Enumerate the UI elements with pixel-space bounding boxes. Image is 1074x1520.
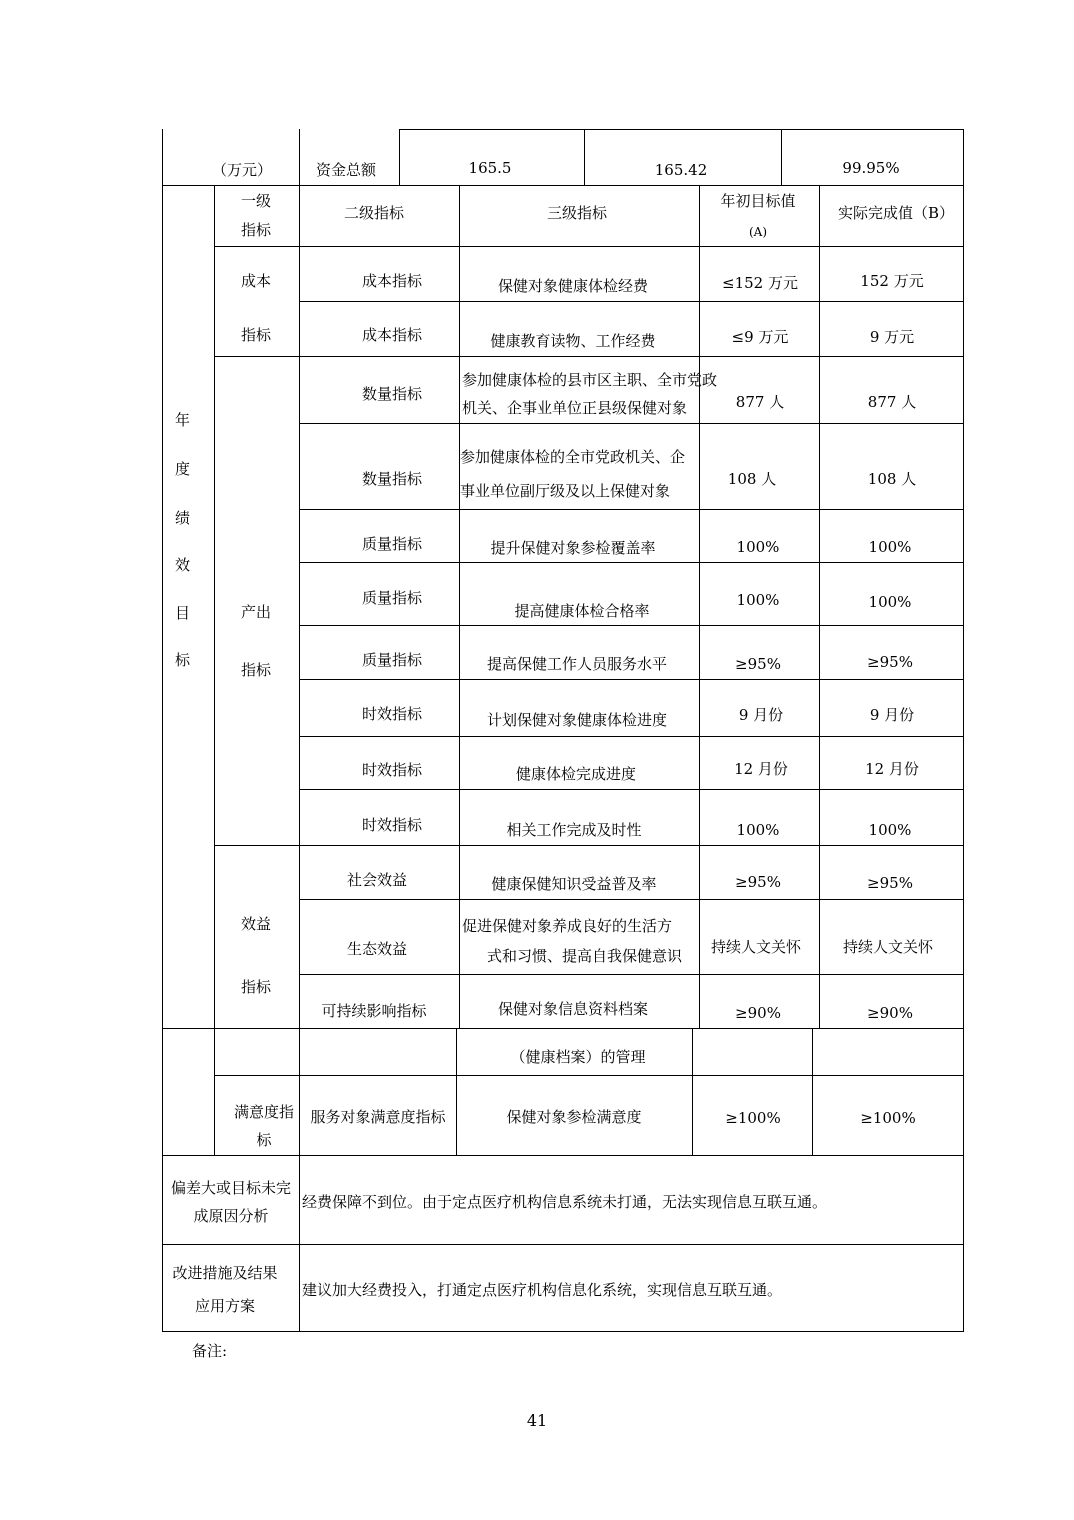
- group-cost-line2: 指标: [240, 326, 272, 344]
- l3-indicator-line1: 参加健康体检的县市区主职、全市党政: [462, 371, 718, 389]
- group-satisfaction-line1: 满意度指: [233, 1103, 295, 1121]
- l3-indicator: 保健对象参检满意度: [506, 1108, 642, 1126]
- l3-indicator: 保健对象信息资料档案: [497, 1000, 649, 1018]
- remark-label: 备注:: [192, 1342, 228, 1360]
- target-value: 100%: [736, 538, 780, 556]
- l3-indicator: 相关工作完成及时性: [506, 821, 642, 839]
- actual-value: 152 万元: [860, 272, 924, 290]
- l3-indicator: 健康教育读物、工作经费: [490, 332, 656, 350]
- l3-indicator-line2: 机关、企事业单位正县级保健对象: [462, 399, 688, 417]
- section-label-char: 度: [175, 460, 191, 478]
- actual-value: 持续人文关怀: [842, 938, 934, 956]
- l2-indicator: 质量指标: [361, 535, 423, 553]
- improvement-text: 建议加大经费投入，打通定点医疗机构信息化系统，实现信息互联互通。: [302, 1281, 783, 1299]
- l2-indicator: 数量指标: [361, 470, 423, 488]
- l3-indicator: 健康体检完成进度: [515, 765, 637, 783]
- actual-value: 877 人: [867, 393, 917, 411]
- l3-indicator-line1: 参加健康体检的全市党政机关、企: [460, 448, 686, 466]
- l3-indicator-line1: 促进保健对象养成良好的生活方: [462, 917, 673, 935]
- improvement-label-line2: 应用方案: [194, 1297, 256, 1315]
- l3-indicator: 提升保健对象参检覆盖率: [490, 539, 656, 557]
- execution-rate-value: 99.95%: [842, 159, 900, 177]
- deviation-label-line2: 成原因分析: [193, 1207, 269, 1225]
- l2-indicator: 服务对象满意度指标: [310, 1108, 446, 1126]
- l2-indicator: 成本指标: [361, 272, 423, 290]
- target-value: ≥100%: [725, 1109, 781, 1127]
- l3-indicator: 提高保健工作人员服务水平: [486, 655, 668, 673]
- l3-indicator: 提高健康体检合格率: [514, 602, 650, 620]
- section-label-char: 目: [175, 604, 191, 622]
- header-level1-line2: 指标: [240, 221, 272, 239]
- actual-executed-value: 165.42: [654, 161, 708, 179]
- section-label-char: 效: [175, 556, 191, 574]
- section-label-char: 标: [175, 651, 191, 669]
- l2-indicator: 生态效益: [346, 940, 408, 958]
- actual-value: ≥100%: [860, 1109, 916, 1127]
- l2-indicator: 时效指标: [361, 761, 423, 779]
- target-value: ≥95%: [735, 655, 781, 673]
- target-value: 9 月份: [738, 706, 784, 724]
- improvement-label-line1: 改进措施及结果: [172, 1264, 278, 1282]
- l3-indicator: 保健对象健康体检经费: [497, 277, 649, 295]
- header-target-line2: (A): [748, 225, 768, 239]
- l3-indicator-line2: 事业单位副厅级及以上保健对象: [460, 482, 671, 500]
- funding-total-label: 资金总额: [316, 161, 377, 179]
- group-output-line1: 产出: [240, 603, 272, 621]
- actual-value: 9 万元: [869, 328, 915, 346]
- target-value: ≤152 万元: [722, 274, 798, 292]
- deviation-text: 经费保障不到位。由于定点医疗机构信息系统未打通，无法实现信息互联互通。: [302, 1193, 828, 1211]
- actual-value: 100%: [868, 538, 912, 556]
- l2-indicator: 时效指标: [361, 705, 423, 723]
- actual-value: ≥95%: [867, 874, 913, 892]
- l3-indicator: 计划保健对象健康体检进度: [486, 711, 668, 729]
- annual-budget-value: 165.5: [468, 159, 512, 177]
- target-value: ≤9 万元: [731, 328, 789, 346]
- actual-value: 9 月份: [869, 706, 915, 724]
- target-value: ≥90%: [735, 1004, 781, 1022]
- actual-value: 100%: [868, 821, 912, 839]
- target-value: 12 月份: [734, 760, 788, 778]
- header-level3: 三级指标: [546, 204, 608, 222]
- target-value: 100%: [736, 591, 780, 609]
- group-benefit-line1: 效益: [240, 915, 272, 933]
- target-value: 877 人: [735, 393, 785, 411]
- group-satisfaction-line2: 标: [256, 1131, 272, 1149]
- funding-unit-label: （万元）: [212, 161, 273, 179]
- l2-indicator: 时效指标: [361, 816, 423, 834]
- section-label-char: 绩: [175, 509, 191, 527]
- section-label-char: 年: [175, 411, 191, 429]
- header-level2: 二级指标: [343, 204, 405, 222]
- l2-indicator: 数量指标: [361, 385, 423, 403]
- l2-indicator: 质量指标: [361, 589, 423, 607]
- group-benefit-line2: 指标: [240, 978, 272, 996]
- header-actual: 实际完成值（B）: [837, 204, 955, 222]
- target-value: 100%: [736, 821, 780, 839]
- target-value: 持续人文关怀: [710, 938, 802, 956]
- actual-value: ≥95%: [867, 653, 913, 671]
- l3-indicator: 健康保健知识受益普及率: [491, 875, 657, 893]
- header-level1-line1: 一级: [240, 192, 272, 210]
- group-cost-line1: 成本: [240, 272, 272, 290]
- actual-value: ≥90%: [867, 1004, 913, 1022]
- l2-indicator: 社会效益: [346, 871, 408, 889]
- actual-value: 108 人: [867, 470, 917, 488]
- l3-indicator-line2: 式和习惯、提高自我保健意识: [487, 947, 683, 965]
- target-value: ≥95%: [735, 873, 781, 891]
- deviation-label-line1: 偏差大或目标未完: [170, 1179, 292, 1197]
- l2-indicator: 质量指标: [361, 651, 423, 669]
- actual-value: 12 月份: [865, 760, 919, 778]
- l2-indicator: 可持续影响指标: [321, 1002, 427, 1020]
- page-number: 41: [526, 1411, 548, 1430]
- header-target-line1: 年初目标值: [720, 192, 796, 210]
- target-value: 108 人: [727, 470, 777, 488]
- group-output-line2: 指标: [240, 661, 272, 679]
- l3-indicator-continuation: （健康档案）的管理: [510, 1048, 646, 1066]
- actual-value: 100%: [868, 593, 912, 611]
- l2-indicator: 成本指标: [361, 326, 423, 344]
